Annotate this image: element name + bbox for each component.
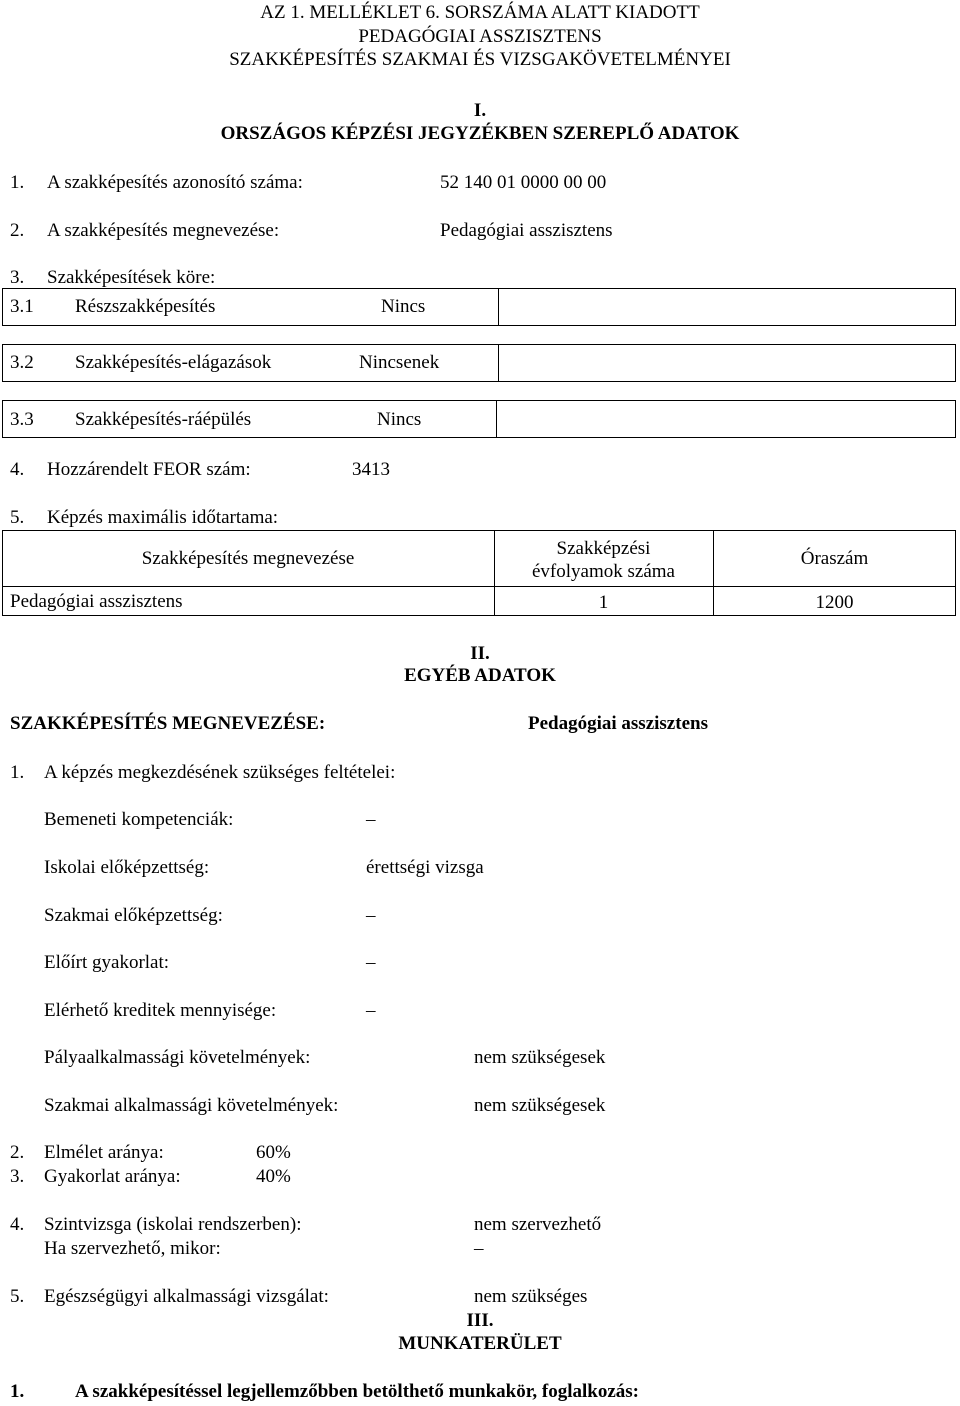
item-1-num: 1. <box>10 172 25 193</box>
table-header-hours: Óraszám <box>800 548 869 569</box>
condition-5-label: Elérhető kreditek mennyisége: <box>44 1000 277 1021</box>
section-3-title: MUNKATERÜLET <box>398 1333 562 1354</box>
condition-5-value: – <box>366 1000 376 1021</box>
table-row-hours: 1200 <box>815 592 854 613</box>
ii-item-3-num: 3. <box>10 1166 25 1187</box>
sub-2-value: Nincsenek <box>359 352 440 373</box>
ii-item-4-label-2: Ha szervezhető, mikor: <box>44 1238 221 1259</box>
condition-7-label: Szakmai alkalmassági követelmények: <box>44 1095 339 1116</box>
item-4-value: 3413 <box>352 459 390 480</box>
ii-item-4-value: nem szervezhető <box>474 1214 602 1235</box>
ii-item-1-label: A képzés megkezdésének szükséges feltételei: <box>44 762 396 783</box>
duration-table-row-divider <box>2 586 956 587</box>
header-line-3: SZAKKÉPESÍTÉS SZAKMAI ÉS VIZSGAKÖVETELMÉNYEI <box>229 49 731 70</box>
qualification-name-value: Pedagógiai asszisztens <box>528 713 708 734</box>
ii-item-5-num: 5. <box>10 1286 25 1307</box>
ii-item-5-label: Egészségügyi alkalmassági vizsgálat: <box>44 1286 329 1307</box>
item-4-label: Hozzárendelt FEOR szám: <box>47 459 251 480</box>
table-row-name: Pedagógiai asszisztens <box>10 591 183 612</box>
ii-item-2-label: Elmélet aránya: <box>44 1142 164 1163</box>
iii-item-1-label: A szakképesítéssel legjellemzőbben betölthető munkakör, foglalkozás: <box>75 1381 640 1402</box>
section-2-title: EGYÉB ADATOK <box>404 665 556 686</box>
item-1-value: 52 140 01 0000 00 00 <box>440 172 607 193</box>
item-3-label: Szakképesítések köre: <box>47 267 216 288</box>
sub-2-label: Szakképesítés-elágazások <box>75 352 272 373</box>
item-3-num: 3. <box>10 267 25 288</box>
condition-2-value: érettségi vizsga <box>366 857 484 878</box>
condition-1-value: – <box>366 809 376 830</box>
item-5-label: Képzés maximális időtartama: <box>47 507 279 528</box>
table-row-years: 1 <box>598 592 609 613</box>
condition-3-value: – <box>366 905 376 926</box>
item-2-label: A szakképesítés megnevezése: <box>47 220 280 241</box>
section-1-roman: I. <box>473 100 487 121</box>
condition-1-label: Bemeneti kompetenciák: <box>44 809 234 830</box>
ii-item-3-label: Gyakorlat aránya: <box>44 1166 181 1187</box>
item-2-value: Pedagógiai asszisztens <box>440 220 613 241</box>
item-4-num: 4. <box>10 459 25 480</box>
condition-2-label: Iskolai előképzettség: <box>44 857 210 878</box>
qualification-name-label: SZAKKÉPESÍTÉS MEGNEVEZÉSE: <box>10 713 326 734</box>
condition-4-label: Előírt gyakorlat: <box>44 952 170 973</box>
ii-item-4-label: Szintvizsga (iskolai rendszerben): <box>44 1214 302 1235</box>
header-line-1: AZ 1. MELLÉKLET 6. SORSZÁMA ALATT KIADOTT <box>260 2 700 23</box>
item-1-label: A szakképesítés azonosító száma: <box>47 172 303 193</box>
section-3-roman: III. <box>466 1310 494 1331</box>
condition-3-label: Szakmai előképzettség: <box>44 905 223 926</box>
table-header-years-line-2: évfolyamok száma <box>532 561 675 582</box>
condition-6-label: Pályaalkalmassági követelmények: <box>44 1047 311 1068</box>
section-1-title: ORSZÁGOS KÉPZÉSI JEGYZÉKBEN SZEREPLŐ ADATOK <box>220 123 740 144</box>
ii-item-4-num: 4. <box>10 1214 25 1235</box>
table-header-name: Szakképesítés megnevezése <box>141 548 355 569</box>
sub-3-label: Szakképesítés-ráépülés <box>75 409 252 430</box>
sub-2-num: 3.2 <box>10 352 34 373</box>
sub-3-num: 3.3 <box>10 409 34 430</box>
table-header-years-line-1: Szakképzési <box>556 538 651 559</box>
condition-7-value: nem szükségesek <box>474 1095 606 1116</box>
sub-1-divider <box>498 288 499 326</box>
iii-item-1-num: 1. <box>10 1381 25 1402</box>
condition-4-value: – <box>366 952 376 973</box>
item-5-num: 5. <box>10 507 25 528</box>
ii-item-3-value: 40% <box>256 1166 291 1187</box>
ii-item-5-value: nem szükséges <box>474 1286 588 1307</box>
ii-item-2-num: 2. <box>10 1142 25 1163</box>
header-line-2: PEDAGÓGIAI ASSZISZTENS <box>358 26 602 47</box>
ii-item-1-num: 1. <box>10 762 25 783</box>
sub-2-divider <box>498 344 499 382</box>
sub-3-divider <box>496 400 497 438</box>
sub-3-value: Nincs <box>377 409 422 430</box>
condition-6-value: nem szükségesek <box>474 1047 606 1068</box>
sub-1-label: Részszakképesítés <box>75 296 216 317</box>
section-2-roman: II. <box>470 643 490 664</box>
sub-1-num: 3.1 <box>10 296 34 317</box>
sub-1-value: Nincs <box>381 296 426 317</box>
ii-item-4-value-2: – <box>474 1238 484 1259</box>
item-2-num: 2. <box>10 220 25 241</box>
ii-item-2-value: 60% <box>256 1142 291 1163</box>
